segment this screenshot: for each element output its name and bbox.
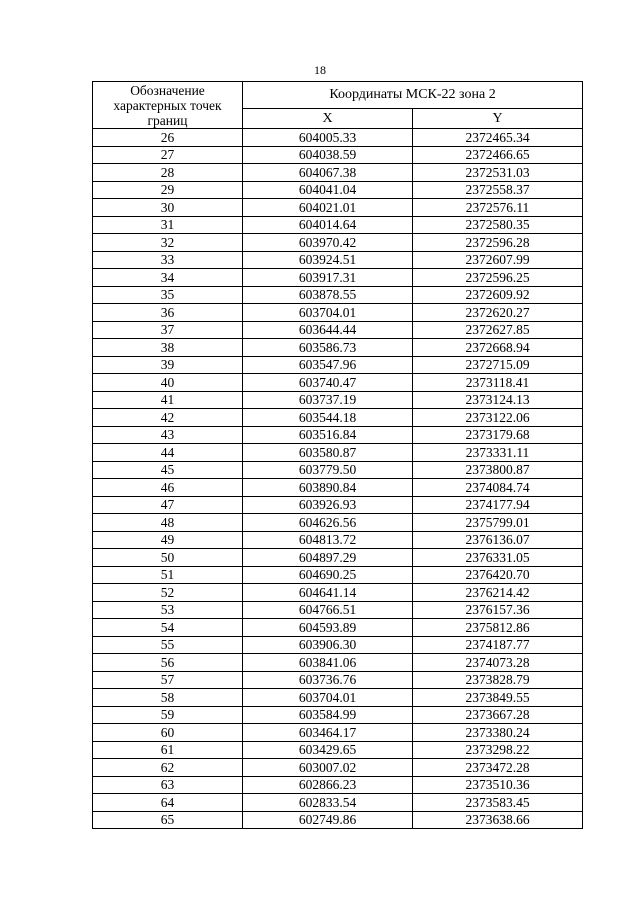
cell-point: 54	[93, 619, 243, 637]
cell-x: 603584.99	[243, 706, 413, 724]
cell-y: 2372531.03	[413, 164, 583, 182]
cell-point: 48	[93, 514, 243, 532]
cell-x: 604897.29	[243, 549, 413, 567]
cell-x: 604021.01	[243, 199, 413, 217]
table-row	[93, 794, 583, 812]
table-row	[93, 741, 583, 759]
cell-x: 603970.42	[243, 234, 413, 252]
cell-point: 38	[93, 339, 243, 357]
cell-point: 39	[93, 356, 243, 374]
cell-y: 2376420.70	[413, 566, 583, 584]
header-x: X	[243, 109, 413, 129]
cell-x: 603547.96	[243, 356, 413, 374]
cell-x: 604038.59	[243, 146, 413, 164]
cell-y: 2372580.35	[413, 216, 583, 234]
cell-y: 2372576.11	[413, 199, 583, 217]
table-row	[93, 811, 583, 829]
table-row	[93, 409, 583, 427]
cell-x: 603890.84	[243, 479, 413, 497]
cell-point: 43	[93, 426, 243, 444]
table-row	[93, 269, 583, 287]
cell-y: 2376157.36	[413, 601, 583, 619]
header-y: Y	[413, 109, 583, 129]
cell-y: 2374177.94	[413, 496, 583, 514]
cell-y: 2372465.34	[413, 129, 583, 147]
cell-y: 2373179.68	[413, 426, 583, 444]
cell-x: 603917.31	[243, 269, 413, 287]
cell-y: 2373122.06	[413, 409, 583, 427]
table-row	[93, 496, 583, 514]
cell-point: 27	[93, 146, 243, 164]
cell-point: 62	[93, 759, 243, 777]
table-row	[93, 181, 583, 199]
cell-x: 603544.18	[243, 409, 413, 427]
table-row	[93, 636, 583, 654]
cell-x: 603906.30	[243, 636, 413, 654]
table-row	[93, 601, 583, 619]
cell-y: 2373583.45	[413, 794, 583, 812]
cell-point: 37	[93, 321, 243, 339]
cell-y: 2376136.07	[413, 531, 583, 549]
cell-y: 2372668.94	[413, 339, 583, 357]
cell-x: 604014.64	[243, 216, 413, 234]
table-row	[93, 724, 583, 742]
table-row	[93, 164, 583, 182]
cell-point: 57	[93, 671, 243, 689]
cell-x: 603586.73	[243, 339, 413, 357]
cell-y: 2373472.28	[413, 759, 583, 777]
table-row	[93, 286, 583, 304]
cell-point: 49	[93, 531, 243, 549]
cell-y: 2372609.92	[413, 286, 583, 304]
table-row	[93, 619, 583, 637]
table-row	[93, 461, 583, 479]
table-row	[93, 234, 583, 252]
coordinates-table	[92, 81, 583, 829]
table-row	[93, 759, 583, 777]
cell-x: 603429.65	[243, 741, 413, 759]
cell-point: 31	[93, 216, 243, 234]
cell-point: 28	[93, 164, 243, 182]
cell-x: 604593.89	[243, 619, 413, 637]
cell-point: 51	[93, 566, 243, 584]
cell-point: 55	[93, 636, 243, 654]
cell-y: 2373331.11	[413, 444, 583, 462]
cell-point: 32	[93, 234, 243, 252]
cell-x: 603704.01	[243, 689, 413, 707]
cell-y: 2373800.87	[413, 461, 583, 479]
table-row	[93, 566, 583, 584]
cell-y: 2373124.13	[413, 391, 583, 409]
cell-x: 604813.72	[243, 531, 413, 549]
table-row	[93, 374, 583, 392]
cell-point: 42	[93, 409, 243, 427]
cell-x: 603841.06	[243, 654, 413, 672]
cell-y: 2372715.09	[413, 356, 583, 374]
table-row	[93, 146, 583, 164]
cell-x: 603878.55	[243, 286, 413, 304]
cell-x: 603704.01	[243, 304, 413, 322]
table-row	[93, 444, 583, 462]
cell-x: 603007.02	[243, 759, 413, 777]
cell-x: 604005.33	[243, 129, 413, 147]
cell-y: 2374073.28	[413, 654, 583, 672]
cell-y: 2375799.01	[413, 514, 583, 532]
cell-x: 604626.56	[243, 514, 413, 532]
page-number: 18	[314, 63, 326, 77]
table-row	[93, 549, 583, 567]
table-row	[93, 654, 583, 672]
table-row	[93, 129, 583, 147]
cell-y: 2373667.28	[413, 706, 583, 724]
cell-x: 603740.47	[243, 374, 413, 392]
header-coordinate-system: Координаты МСК-22 зона 2	[243, 82, 583, 109]
table-row	[93, 514, 583, 532]
cell-y: 2374084.74	[413, 479, 583, 497]
cell-x: 603516.84	[243, 426, 413, 444]
cell-point: 65	[93, 811, 243, 829]
cell-point: 33	[93, 251, 243, 269]
cell-point: 53	[93, 601, 243, 619]
cell-x: 602749.86	[243, 811, 413, 829]
cell-y: 2372596.28	[413, 234, 583, 252]
cell-y: 2373638.66	[413, 811, 583, 829]
cell-y: 2372558.37	[413, 181, 583, 199]
cell-y: 2373298.22	[413, 741, 583, 759]
table-row	[93, 671, 583, 689]
cell-y: 2373828.79	[413, 671, 583, 689]
cell-x: 602866.23	[243, 776, 413, 794]
table-row	[93, 706, 583, 724]
cell-x: 603580.87	[243, 444, 413, 462]
cell-y: 2374187.77	[413, 636, 583, 654]
cell-point: 26	[93, 129, 243, 147]
table-row	[93, 479, 583, 497]
cell-point: 56	[93, 654, 243, 672]
table-row	[93, 426, 583, 444]
cell-point: 35	[93, 286, 243, 304]
cell-x: 604041.04	[243, 181, 413, 199]
cell-point: 36	[93, 304, 243, 322]
cell-y: 2372466.65	[413, 146, 583, 164]
table-row	[93, 216, 583, 234]
cell-y: 2372627.85	[413, 321, 583, 339]
cell-x: 603737.19	[243, 391, 413, 409]
cell-y: 2376331.05	[413, 549, 583, 567]
table-row	[93, 584, 583, 602]
cell-point: 64	[93, 794, 243, 812]
cell-point: 40	[93, 374, 243, 392]
cell-point: 46	[93, 479, 243, 497]
cell-point: 45	[93, 461, 243, 479]
cell-point: 29	[93, 181, 243, 199]
cell-point: 34	[93, 269, 243, 287]
table-row	[93, 531, 583, 549]
cell-point: 63	[93, 776, 243, 794]
cell-y: 2372607.99	[413, 251, 583, 269]
cell-x: 602833.54	[243, 794, 413, 812]
cell-point: 52	[93, 584, 243, 602]
cell-x: 604766.51	[243, 601, 413, 619]
table-row	[93, 199, 583, 217]
table-row	[93, 356, 583, 374]
table-row	[93, 304, 583, 322]
cell-x: 603779.50	[243, 461, 413, 479]
cell-y: 2372596.25	[413, 269, 583, 287]
cell-x: 604067.38	[243, 164, 413, 182]
cell-y: 2373849.55	[413, 689, 583, 707]
cell-x: 604641.14	[243, 584, 413, 602]
cell-y: 2373118.41	[413, 374, 583, 392]
cell-point: 61	[93, 741, 243, 759]
cell-y: 2376214.42	[413, 584, 583, 602]
cell-x: 603644.44	[243, 321, 413, 339]
cell-point: 44	[93, 444, 243, 462]
table-row	[93, 339, 583, 357]
cell-y: 2372620.27	[413, 304, 583, 322]
header-point-designation: Обозначение характерных точек границ	[93, 82, 243, 129]
cell-point: 30	[93, 199, 243, 217]
cell-x: 603926.93	[243, 496, 413, 514]
cell-point: 59	[93, 706, 243, 724]
cell-y: 2373510.36	[413, 776, 583, 794]
table-row	[93, 776, 583, 794]
cell-x: 603924.51	[243, 251, 413, 269]
cell-point: 41	[93, 391, 243, 409]
cell-x: 603464.17	[243, 724, 413, 742]
table-row	[93, 391, 583, 409]
table-row	[93, 689, 583, 707]
cell-y: 2375812.86	[413, 619, 583, 637]
cell-point: 58	[93, 689, 243, 707]
cell-point: 60	[93, 724, 243, 742]
table-body	[93, 129, 583, 829]
cell-y: 2373380.24	[413, 724, 583, 742]
cell-point: 50	[93, 549, 243, 567]
cell-x: 603736.76	[243, 671, 413, 689]
cell-point: 47	[93, 496, 243, 514]
table-row	[93, 321, 583, 339]
table-row	[93, 251, 583, 269]
cell-x: 604690.25	[243, 566, 413, 584]
